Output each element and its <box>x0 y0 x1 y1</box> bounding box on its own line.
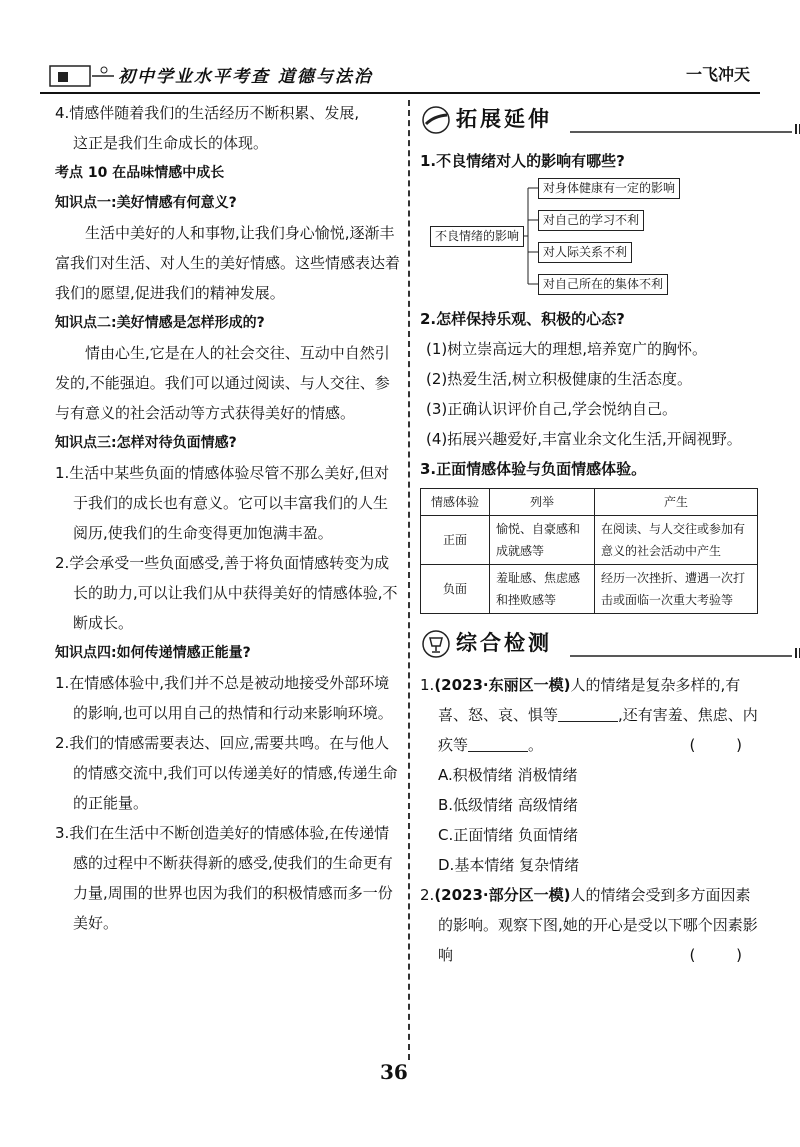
kp4-item: 3.我们在生活中不断创造美好的情感体验,在传递情感的过程中不断获得新的感受,使我们的生命更有力量,周围的世界也因为我们的积极情感而多一份美好。 <box>55 824 393 932</box>
ex1-option: A.积极情绪 消极情绪 <box>438 766 578 784</box>
kp2-title: 知识点二:美好情感是怎样形成的? <box>55 315 265 331</box>
table-cell: 经历一次挫折、遭遇一次打击或面临一次重大考验等 <box>595 565 758 614</box>
section-test-banner <box>420 628 760 662</box>
section-rule <box>570 124 800 134</box>
kp4-title: 知识点四:如何传递情感正能量? <box>55 645 251 661</box>
table-row <box>421 565 758 614</box>
ex1-stem-b: ,还有害羞、焦虑、内疚等 <box>438 706 758 754</box>
header-rule <box>40 92 760 94</box>
tree-leaf: 对自己所在的集体不利 <box>538 274 668 295</box>
tree-leaf: 对人际关系不利 <box>538 242 632 263</box>
header-brand: 一飞冲天 <box>686 65 751 84</box>
table-cell: 在阅读、与人交往或参加有意义的社会活动中产生 <box>595 516 758 565</box>
table-header-row <box>421 489 758 516</box>
table-header: 列举 <box>490 489 595 516</box>
table-cell: 羞耻感、焦虑感和挫败感等 <box>490 565 595 614</box>
exercise-1: 1.(2023·东丽区一模)人的情绪是复杂多样的,有喜、怒、哀、惧等 ,还有害羞、焦虑、内疚等 。 ( ) <box>420 670 760 760</box>
tree-leaf: 对自己的学习不利 <box>538 210 644 231</box>
influence-tree <box>420 178 760 298</box>
section-expand-title: 拓展延伸 <box>456 106 552 131</box>
ex1-stem-c: 。 <box>528 736 544 754</box>
kp3-item: 1.生活中某些负面的情感体验尽管不那么美好,但对于我们的成长也有意义。它可以丰富我们的人生阅历,使我们的生命变得更加饱满丰盈。 <box>55 464 390 542</box>
ex1-option: D.基本情绪 复杂情绪 <box>438 856 580 874</box>
table-cell: 愉悦、自豪感和成就感等 <box>490 516 595 565</box>
right-column <box>420 98 760 970</box>
ex1-stem-a: 人的情绪是复杂多样的,有喜、怒、哀、惧等 <box>438 676 741 724</box>
kp4-item: 1.在情感体验中,我们并不总是被动地接受外部环境的影响,也可以用自己的热情和行动来影响环境。 <box>55 674 393 722</box>
q1-text: 1.不良情绪对人的影响有哪些? <box>420 152 625 170</box>
kp2-text: 情由心生,它是在人的社会交往、互动中自然引发的,不能强迫。我们可以通过阅读、与人交往、参与有意义的社会活动等方式获得美好的情感。 <box>55 344 390 422</box>
table-header: 情感体验 <box>421 489 490 516</box>
emotion-table <box>420 488 758 614</box>
tree-leaf: 对身体健康有一定的影响 <box>538 178 680 199</box>
ex1-blank-1[interactable] <box>558 705 618 722</box>
ex1-blank-2[interactable] <box>468 735 528 752</box>
table-cell: 负面 <box>421 565 490 614</box>
kp1-title: 知识点一:美好情感有何意义? <box>55 195 237 211</box>
q2-item: (1)树立崇高远大的理想,培养宽广的胸怀。 <box>426 340 708 358</box>
item4-line1: 4.情感伴随着我们的生活经历不断积累、发展, <box>55 104 360 122</box>
q2-item: (2)热爱生活,树立积极健康的生活态度。 <box>426 370 693 388</box>
tree-root: 不良情绪的影响 <box>430 226 524 247</box>
ex2-source: (2023·部分区一模) <box>434 886 571 904</box>
kp3-title: 知识点三:怎样对待负面情感? <box>55 435 237 451</box>
kp3-item: 2.学会承受一些负面感受,善于将负面情感转变为成长的助力,可以让我们从中获得美好的情感体验,不断成长。 <box>55 554 398 632</box>
trophy-icon <box>420 630 452 658</box>
page-number: 36 <box>380 1060 408 1084</box>
left-column <box>55 98 400 938</box>
ex1-answer-paren[interactable]: ( ) <box>689 736 760 754</box>
ex2-stem: 人的情绪会受到多方面因素的影响。观察下图,她的开心是受以下哪个因素影响 <box>438 886 758 964</box>
ex1-option: B.低级情绪 高级情绪 <box>438 796 578 814</box>
kp1-text: 生活中美好的人和事物,让我们身心愉悦,逐渐丰富我们对生活、对人生的美好情感。这些情感表达着我们的愿望,促进我们的精神发展。 <box>55 224 401 302</box>
exercise-2: 2.(2023·部分区一模)人的情绪会受到多方面因素的影响。观察下图,她的开心是受以下哪个因素影响 ( ) <box>420 880 760 970</box>
kaodian-heading: 考点 10 在品味情感中成长 <box>55 165 225 181</box>
header-logo <box>48 62 116 90</box>
header-title: 初中学业水平考查 道德与法治 <box>118 67 373 87</box>
column-divider <box>408 100 410 1060</box>
section-expand-banner <box>420 104 760 138</box>
swoosh-icon <box>420 106 452 134</box>
item4-line2: 这正是我们生命成长的体现。 <box>73 134 269 152</box>
ex1-option: C.正面情绪 负面情绪 <box>438 826 579 844</box>
ex2-answer-paren[interactable]: ( ) <box>689 946 760 964</box>
q3-text: 3.正面情感体验与负面情感体验。 <box>420 460 647 478</box>
section-rule <box>570 648 800 658</box>
q2-item: (4)拓展兴趣爱好,丰富业余文化生活,开阔视野。 <box>426 430 742 448</box>
section-test-title: 综合检测 <box>456 630 552 655</box>
q2-text: 2.怎样保持乐观、积极的心态? <box>420 310 625 328</box>
table-header: 产生 <box>595 489 758 516</box>
ex1-source: (2023·东丽区一模) <box>434 676 571 694</box>
kp4-item: 2.我们的情感需要表达、回应,需要共鸣。在与他人的情感交流中,我们可以传递美好的情感,传递生命的正能量。 <box>55 734 398 812</box>
table-cell: 正面 <box>421 516 490 565</box>
q2-item: (3)正确认识评价自己,学会悦纳自己。 <box>426 400 678 418</box>
table-row <box>421 516 758 565</box>
